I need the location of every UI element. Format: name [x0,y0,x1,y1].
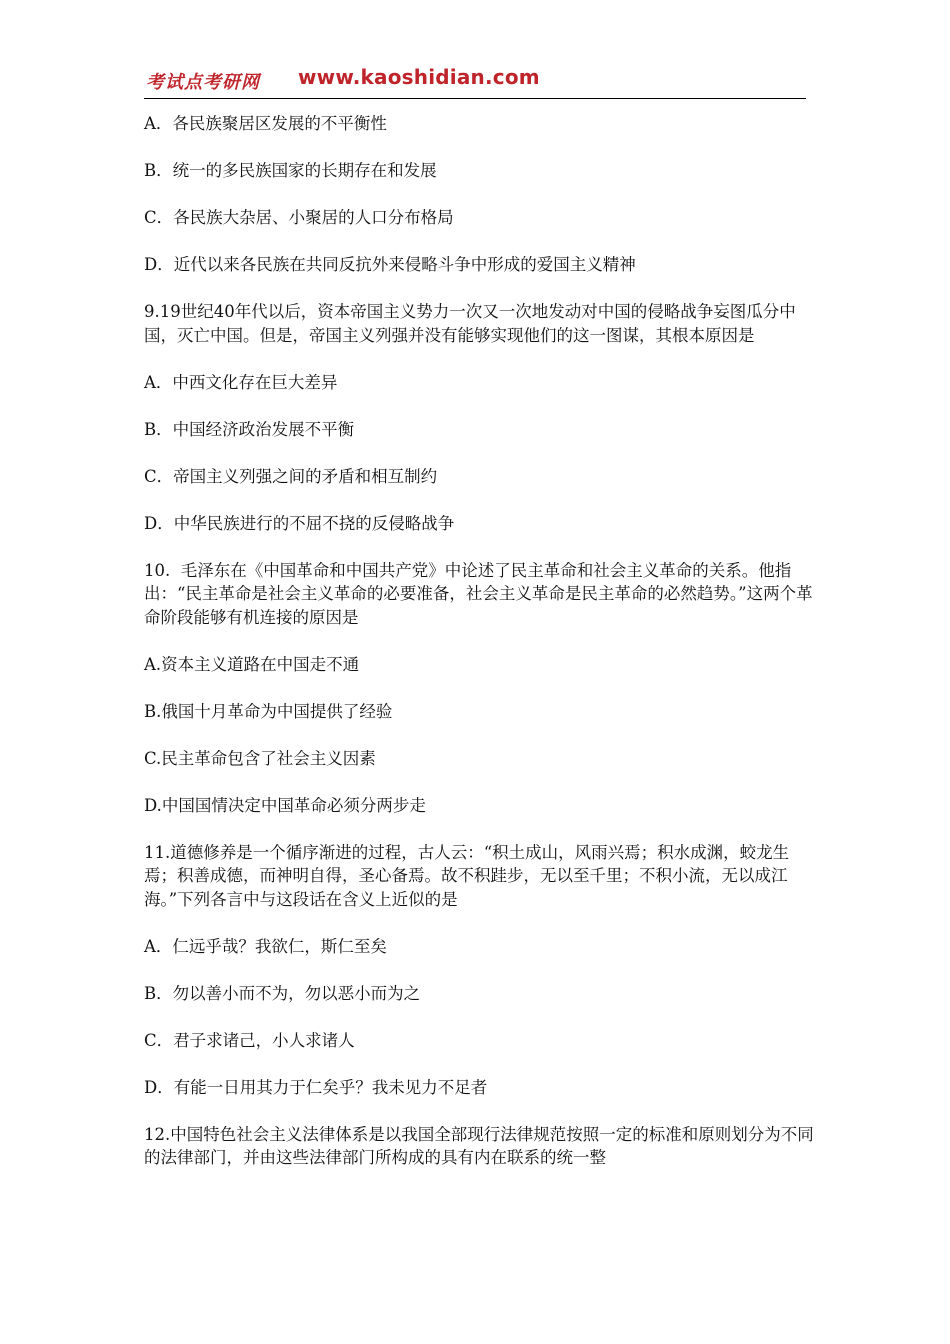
option-line: B．中国经济政治发展不平衡 [144,419,355,439]
option-line: B．统一的多民族国家的长期存在和发展 [144,161,437,180]
document-body [144,112,814,1193]
question-12: 12.中国特色社会主义法律体系是以我国全部现行法律规范按照一定的标准和原则划分为不同的法律部门，并由这些法律部门所构成的具有内在联系的统一整 [144,1124,814,1167]
option-line: D．近代以来各民族在共同反抗外来侵略斗争中形成的爱国主义精神 [144,255,636,274]
option-line: A.资本主义道路在中国走不通 [144,654,360,674]
option-line: D．有能一日用其力于仁矣乎？我未见力不足者 [144,1077,488,1097]
header-divider [144,98,806,99]
option-line: C．君子求诸己，小人求诸人 [144,1030,355,1050]
option-line: B．勿以善小而不为，勿以恶小而为之 [144,983,421,1003]
option-line: C．各民族大杂居、小聚居的人口分布格局 [144,208,454,227]
site-url-link[interactable]: www.kaoshidian.com [298,65,540,89]
option-line: D．中华民族进行的不屈不挠的反侵略战争 [144,513,455,533]
option-line: A．仁远乎哉？我欲仁，斯仁至矣 [144,936,387,956]
option-line: A．中西文化存在巨大差异 [144,372,338,392]
option-line: A．各民族聚居区发展的不平衡性 [144,114,387,133]
question-9: 9.19世纪40年代以后，资本帝国主义势力一次又一次地发动对中国的侵略战争妄图瓜分中国，灭亡中国。但是，帝国主义列强并没有能够实现他们的这一图谋，其根本原因是 [144,302,796,345]
option-line: D.中国国情决定中国革命必须分两步走 [144,795,426,815]
site-logo-text: 考试点考研网 [146,72,260,93]
question-11: 11.道德修养是一个循序渐进的过程，古人云：“积土成山，风雨兴焉；积水成渊，蛟龙生焉；积善成德，而神明自得，圣心备焉。故不积跬步，无以至千里；不积小流，无以成江海。”下列各言中与这段话在含义上近似的是 [144,842,790,909]
page-header [144,66,806,98]
option-line: C．帝国主义列强之间的矛盾和相互制约 [144,466,438,486]
option-line: B.俄国十月革命为中国提供了经验 [144,701,393,721]
option-line: C.民主革命包含了社会主义因素 [144,748,376,768]
question-10: 10. 毛泽东在《中国革命和中国共产党》中论述了民主革命和社会主义革命的关系。他指出：“民主革命是社会主义革命的必要准备，社会主义革命是民主革命的必然趋势。”这两个革命阶段能够有机连接的原因是 [144,560,813,627]
